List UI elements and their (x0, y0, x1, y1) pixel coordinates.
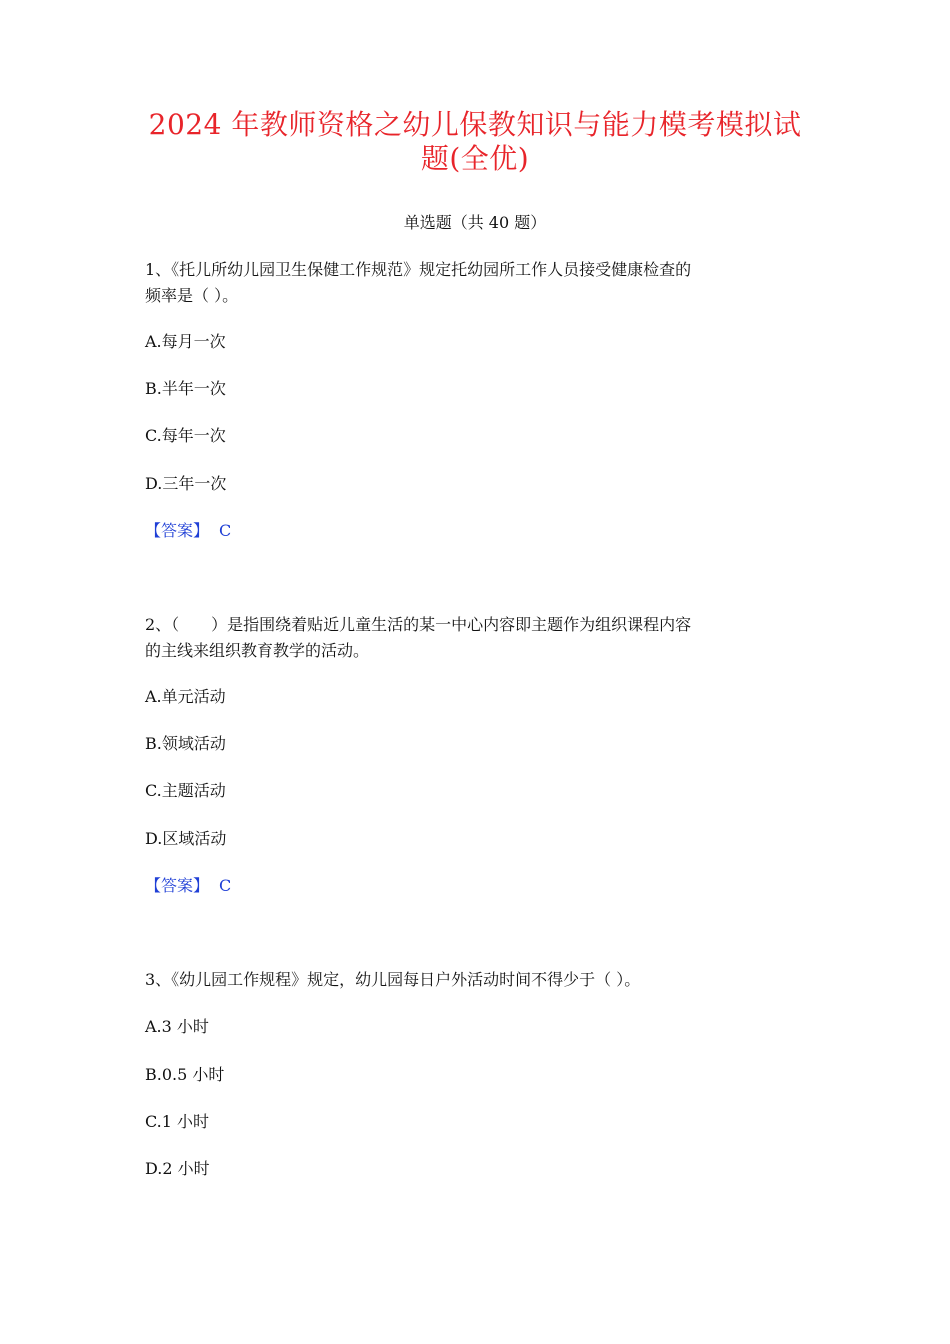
question-stem-line: 3、《幼儿园工作规程》规定，幼儿园每日户外活动时间不得少于（ ）。 (145, 970, 641, 989)
option-a: A.单元活动 (145, 687, 226, 706)
option-c: C.主题活动 (145, 781, 226, 800)
option-a: A.3 小时 (145, 1017, 209, 1036)
option-a: A.每月一次 (145, 332, 226, 351)
answer-value: C (219, 521, 232, 540)
answer (145, 873, 815, 898)
answer-label: 【答案】 (145, 521, 210, 540)
answer-value: C (219, 876, 232, 895)
option-c: C.1 小时 (145, 1112, 210, 1131)
answer-label: 【答案】 (145, 876, 210, 895)
option-d: D.三年一次 (145, 474, 227, 493)
option-b: B.0.5 小时 (145, 1065, 225, 1084)
question-stem-line: 频率是（ ）。 (145, 286, 239, 305)
answer (145, 518, 815, 543)
option-c: C.每年一次 (145, 426, 226, 445)
option-b: B.领域活动 (145, 734, 226, 753)
document-title (120, 108, 830, 176)
option-b: B.半年一次 (145, 379, 226, 398)
question-stem-line: 1、《托儿所幼儿园卫生保健工作规范》规定托幼园所工作人员接受健康检查的 (145, 260, 692, 279)
option-d: D.2 小时 (145, 1159, 210, 1178)
option-d: D.区域活动 (145, 829, 227, 848)
question-stem-line: 的主线来组织教育教学的活动。 (145, 641, 370, 660)
title-line-1: 2024 年教师资格之幼儿保教知识与能力模考模拟试 (148, 108, 802, 141)
title-line-2: 题(全优) (420, 142, 530, 175)
section-heading: 单选题（共 40 题） (403, 213, 547, 232)
question-stem-line: 2、（ ）是指围绕着贴近儿童生活的某一中心内容即主题作为组织课程内容 (145, 615, 692, 634)
